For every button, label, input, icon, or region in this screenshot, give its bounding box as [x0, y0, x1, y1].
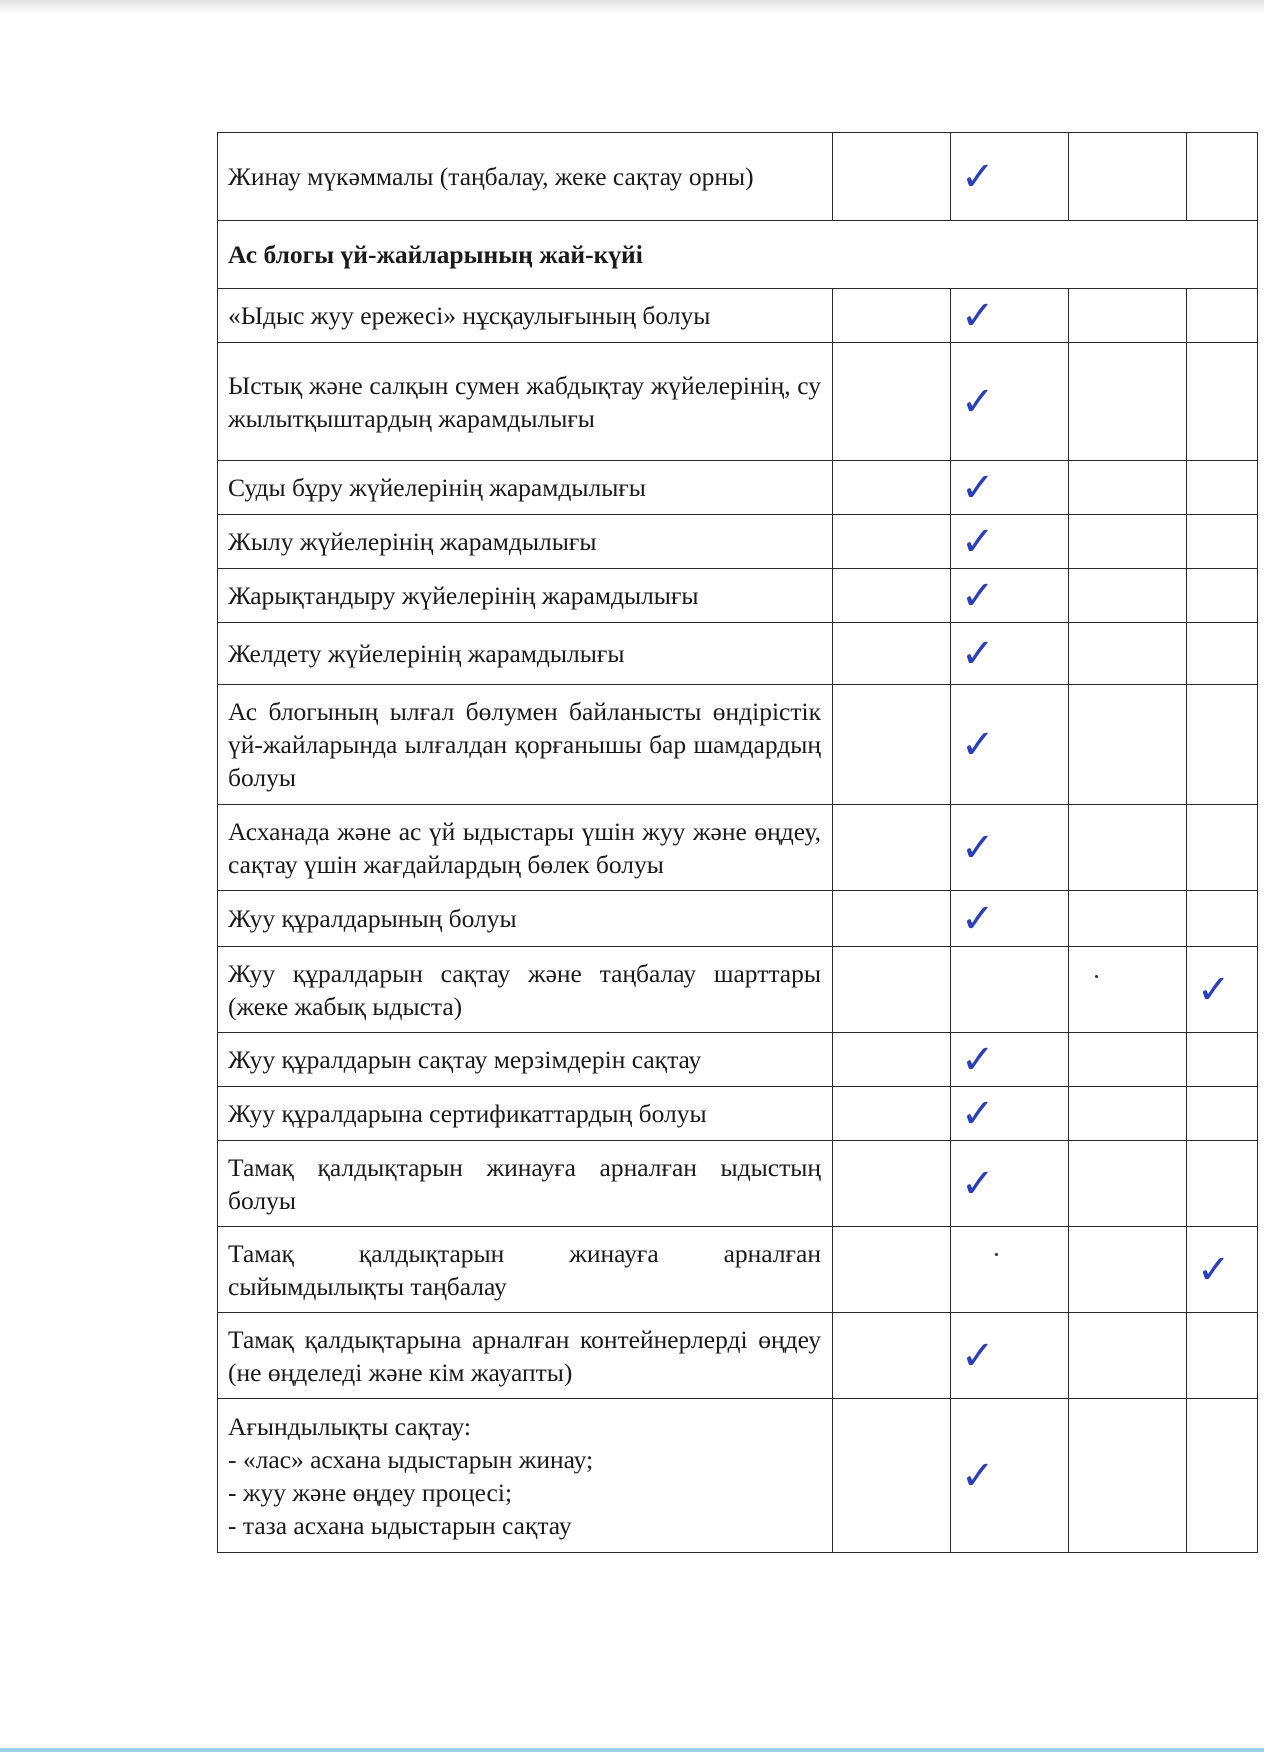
- mark-cell-4: [1187, 515, 1258, 569]
- check-mark-icon: ✓: [961, 1452, 995, 1499]
- mark-cell-1: [833, 289, 951, 343]
- section-heading: Ас блогы үй-жайларының жай-күйі: [218, 221, 1258, 289]
- criterion-line: Ағындылықты сақтау:: [228, 1411, 471, 1441]
- mark-cell-2: [951, 947, 1069, 1033]
- mark-cell-3: [1069, 133, 1187, 221]
- criterion-text: Ыстық және салқын сумен жабдықтау жүйелерінің, су жылытқыштардың жарамдылығы: [218, 343, 833, 461]
- mark-cell-1: [833, 343, 951, 461]
- table-row: [218, 947, 1258, 1033]
- mark-cell-4: [1187, 1033, 1258, 1087]
- criterion-line: - жуу және өңдеу процесі;: [228, 1477, 513, 1507]
- mark-cell-3: [1069, 461, 1187, 515]
- check-mark-icon: ✓: [961, 1036, 995, 1083]
- mark-cell-3: [1069, 343, 1187, 461]
- mark-cell-3: [1069, 1033, 1187, 1087]
- criterion-text: [218, 1399, 833, 1553]
- criterion-text: Жуу құралдарын сақтау мерзімдерін сақтау: [218, 1033, 833, 1087]
- table-row: [218, 289, 1258, 343]
- criterion-text: Асханада және ас үй ыдыстары үшін жуу және өңдеу, сақтау үшін жағдайлардың бөлек болуы: [218, 805, 833, 891]
- mark-cell-4: [1187, 623, 1258, 685]
- mark-cell-2: [951, 515, 1069, 569]
- check-mark-icon: ✓: [961, 1332, 995, 1379]
- mark-cell-4: [1187, 461, 1258, 515]
- mark-cell-1: [833, 461, 951, 515]
- mark-cell-2: [951, 569, 1069, 623]
- mark-cell-1: [833, 1313, 951, 1399]
- criterion-text: «Ыдыс жуу ережесі» нұсқаулығының болуы: [218, 289, 833, 343]
- mark-cell-4: [1187, 343, 1258, 461]
- check-mark-icon: ✓: [961, 378, 995, 425]
- mark-cell-2: [951, 1227, 1069, 1313]
- mark-cell-2: [951, 685, 1069, 805]
- scan-bottom-edge: [0, 1748, 1264, 1752]
- stray-dot: [995, 1253, 998, 1256]
- mark-cell-2: [951, 343, 1069, 461]
- table-row: [218, 623, 1258, 685]
- mark-cell-1: [833, 947, 951, 1033]
- check-mark-icon: ✓: [961, 721, 995, 768]
- table-row: [218, 133, 1258, 221]
- mark-cell-4: [1187, 569, 1258, 623]
- mark-cell-1: [833, 1033, 951, 1087]
- criterion-line: - «лас» асхана ыдыстарын жинау;: [228, 1444, 594, 1474]
- mark-cell-3: [1069, 1313, 1187, 1399]
- mark-cell-1: [833, 1141, 951, 1227]
- mark-cell-4: [1187, 1141, 1258, 1227]
- check-mark-icon: ✓: [961, 292, 995, 339]
- mark-cell-3: [1069, 891, 1187, 947]
- mark-cell-1: [833, 515, 951, 569]
- mark-cell-2: [951, 461, 1069, 515]
- mark-cell-3: [1069, 569, 1187, 623]
- scan-edge-shadow: [0, 0, 1264, 14]
- mark-cell-2: [951, 1087, 1069, 1141]
- mark-cell-1: [833, 133, 951, 221]
- mark-cell-1: [833, 1227, 951, 1313]
- table-row: [218, 1033, 1258, 1087]
- mark-cell-1: [833, 623, 951, 685]
- criterion-text: Тамақ қалдықтарын жинауға арналған ыдыстың болуы: [218, 1141, 833, 1227]
- check-mark-icon: ✓: [961, 895, 995, 942]
- mark-cell-2: [951, 1399, 1069, 1553]
- table-row: [218, 1313, 1258, 1399]
- mark-cell-4: [1187, 685, 1258, 805]
- table-row: [218, 515, 1258, 569]
- mark-cell-4: [1187, 1087, 1258, 1141]
- check-mark-icon: ✓: [961, 1090, 995, 1137]
- stray-dot: [1095, 975, 1098, 978]
- criterion-text: Жуу құралдарын сақтау және таңбалау шарттары (жеке жабық ыдыста): [218, 947, 833, 1033]
- mark-cell-4: [1187, 133, 1258, 221]
- table-row: [218, 685, 1258, 805]
- table-row: [218, 891, 1258, 947]
- mark-cell-3: [1069, 947, 1187, 1033]
- mark-cell-2: [951, 1033, 1069, 1087]
- mark-cell-2: [951, 1313, 1069, 1399]
- mark-cell-1: [833, 891, 951, 947]
- mark-cell-3: [1069, 1399, 1187, 1553]
- check-mark-icon: ✓: [961, 153, 995, 200]
- check-mark-icon: ✓: [961, 572, 995, 619]
- criterion-text: Жинау мүкәммалы (таңбалау, жеке сақтау орны): [218, 133, 833, 221]
- criterion-text: Ас блогының ылғал бөлумен байланысты өндірістік үй-жайларында ылғалдан қорғанышы бар шамдардың болуы: [218, 685, 833, 805]
- mark-cell-1: [833, 1399, 951, 1553]
- check-mark-icon: ✓: [961, 464, 995, 511]
- mark-cell-4: [1187, 289, 1258, 343]
- criterion-text: Жуу құралдарына сертификаттардың болуы: [218, 1087, 833, 1141]
- mark-cell-1: [833, 569, 951, 623]
- mark-cell-4: [1187, 947, 1258, 1033]
- criterion-text: Желдету жүйелерінің жарамдылығы: [218, 623, 833, 685]
- check-mark-icon: ✓: [1197, 1246, 1231, 1293]
- mark-cell-3: [1069, 623, 1187, 685]
- criterion-text: Жарықтандыру жүйелерінің жарамдылығы: [218, 569, 833, 623]
- mark-cell-2: [951, 133, 1069, 221]
- check-mark-icon: ✓: [961, 518, 995, 565]
- check-mark-icon: ✓: [961, 630, 995, 677]
- mark-cell-3: [1069, 515, 1187, 569]
- mark-cell-1: [833, 685, 951, 805]
- mark-cell-3: [1069, 1227, 1187, 1313]
- mark-cell-2: [951, 1141, 1069, 1227]
- checklist-table: [217, 132, 1258, 1553]
- table-row: [218, 1227, 1258, 1313]
- check-mark-icon: ✓: [961, 1160, 995, 1207]
- criterion-line: - таза асхана ыдыстарын сақтау: [228, 1510, 572, 1540]
- mark-cell-2: [951, 289, 1069, 343]
- mark-cell-3: [1069, 1141, 1187, 1227]
- table-row: [218, 221, 1258, 289]
- mark-cell-2: [951, 891, 1069, 947]
- mark-cell-2: [951, 623, 1069, 685]
- criterion-text: Жылу жүйелерінің жарамдылығы: [218, 515, 833, 569]
- check-mark-icon: ✓: [961, 824, 995, 871]
- check-mark-icon: ✓: [1197, 966, 1231, 1013]
- table-row: [218, 569, 1258, 623]
- mark-cell-3: [1069, 805, 1187, 891]
- criterion-text: Суды бұру жүйелерінің жарамдылығы: [218, 461, 833, 515]
- mark-cell-1: [833, 1087, 951, 1141]
- table-row: [218, 461, 1258, 515]
- mark-cell-3: [1069, 1087, 1187, 1141]
- table-row: [218, 343, 1258, 461]
- criterion-text: Тамақ қалдықтарына арналған контейнерлерді өңдеу (не өңделеді және кім жауапты): [218, 1313, 833, 1399]
- mark-cell-3: [1069, 685, 1187, 805]
- table-row: [218, 1399, 1258, 1553]
- table-row: [218, 1141, 1258, 1227]
- mark-cell-1: [833, 805, 951, 891]
- mark-cell-4: [1187, 805, 1258, 891]
- criterion-text: Тамақ қалдықтарын жинауға арналған сыйымдылықты таңбалау: [218, 1227, 833, 1313]
- mark-cell-4: [1187, 1399, 1258, 1553]
- table-row: [218, 1087, 1258, 1141]
- mark-cell-4: [1187, 1227, 1258, 1313]
- mark-cell-4: [1187, 1313, 1258, 1399]
- criterion-text: Жуу құралдарының болуы: [218, 891, 833, 947]
- mark-cell-4: [1187, 891, 1258, 947]
- mark-cell-2: [951, 805, 1069, 891]
- table-row: [218, 805, 1258, 891]
- mark-cell-3: [1069, 289, 1187, 343]
